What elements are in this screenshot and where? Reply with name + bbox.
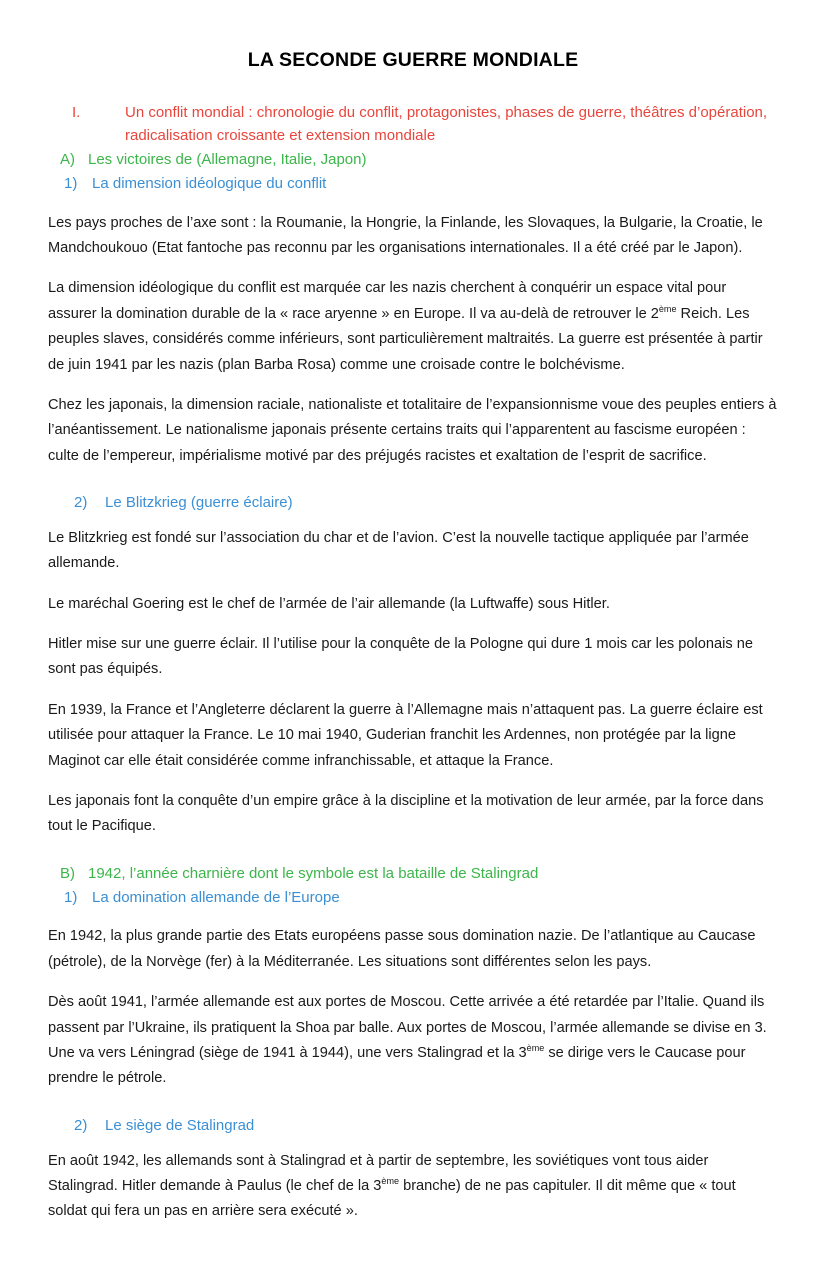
spacer bbox=[48, 855, 778, 863]
heading-section-b-1-label: La domination allemande de l’Europe bbox=[92, 888, 340, 906]
paragraph-stalingrad-siege-part2: branche) de ne pas capituler. Il dit même que « tout soldat qui fera un pas en arrière sera exécuté ». bbox=[48, 1177, 736, 1220]
paragraph-ideological-dimension bbox=[48, 276, 778, 378]
paragraph-blitzkrieg-definition: Le Blitzkrieg est fondé sur l’association du char et de l’avion. C’est la nouvelle tactique appliquée par l’armée allemande. bbox=[48, 529, 749, 572]
heading-section-a-2-marker: 2) bbox=[74, 494, 88, 512]
paragraph-year-1939: En 1939, la France et l’Angleterre déclarent la guerre à l’Allemagne mais n’attaquent pas. La guerre éclaire est utilisée pour attaquer la France. Le 10 mai 1940, Guderian franchit les Ardennes, non protégée par la ligne Maginot car elle était considérée comme infranchissable, et attaque la France. bbox=[48, 701, 763, 769]
paragraph-year-1942-domination: En 1942, la plus grande partie des Etats européens passe sous domination nazie. De l’atlantique au Caucase (pétrole), de la Norvège (fer) à la Méditerranée. Les situations sont différentes selon les pays. bbox=[48, 928, 756, 970]
heading-section-b bbox=[48, 863, 778, 886]
heading-section-i bbox=[48, 102, 778, 148]
heading-section-a-marker: A) bbox=[60, 150, 75, 168]
ordinal-superscript: ème bbox=[381, 1176, 400, 1187]
heading-section-a-label: Les victoires de (Allemagne, Italie, Japon) bbox=[88, 150, 367, 168]
paragraph-goering: Le maréchal Goering est le chef de l’armée de l’air allemande (la Luftwaffe) sous Hitler. bbox=[48, 595, 610, 612]
heading-section-b-1-marker: 1) bbox=[64, 888, 78, 906]
heading-section-b-1 bbox=[48, 887, 778, 910]
paragraph-stalingrad-siege bbox=[48, 1149, 778, 1225]
spacer bbox=[48, 197, 778, 211]
heading-section-i-marker: I. bbox=[72, 104, 81, 122]
heading-section-a-1-marker: 1) bbox=[64, 174, 78, 192]
heading-section-i-label: Un conflit mondial : chronologie du conflit, protagonistes, phases de guerre, théâtres d’opération, radicalisation croissante et extension mondiale bbox=[125, 104, 768, 145]
ordinal-superscript: ème bbox=[526, 1043, 545, 1054]
paragraph-japanese-expansionism: Chez les japonais, la dimension raciale, nationaliste et totalitaire de l’expansionnisme voue des peuples entiers à l’anéantissement. Le nationalisme japonais présente certains traits qui l’apparentent au fascisme européen : culte de l’empereur, impérialisme motivé par des préjugés racistes et exaltation de l’esprit de sacrifice. bbox=[48, 396, 777, 464]
paragraph-axis-countries: Les pays proches de l’axe sont : la Roumanie, la Hongrie, la Finlande, les Slovaques, la Bulgarie, la Croatie, le Mandchoukouo (Etat fantoche pas reconnu par les organisations internationales. Il a été créé par le Japon). bbox=[48, 214, 763, 256]
heading-section-a-2-label: Le Blitzkrieg (guerre éclaire) bbox=[105, 494, 293, 512]
heading-section-a-2 bbox=[48, 492, 778, 515]
heading-section-a bbox=[48, 149, 778, 172]
heading-section-b-2 bbox=[48, 1115, 778, 1138]
paragraph-ideological-dimension-part2: Reich. Les peuples slaves, considérés comme inférieurs, sont particulièrement maltraités. La guerre est présentée à partir de juin 1941 par les nazis (plan Barba Rosa) comme une croisade contre le bolchévisme. bbox=[48, 305, 763, 373]
paragraph-moscow-part1: Dès août 1941, l’armée allemande est aux portes de Moscou. Cette arrivée a été retardée par l’Italie. Quand ils passent par l’Ukraine, ils pratiquent la Shoa par balle. Aux portes de Moscou, l’armée allemande se divise en 3. Une va vers Léningrad (siège de 1941 à 1944), une vers Stalingrad et la 3 bbox=[48, 994, 767, 1061]
spacer bbox=[48, 1107, 778, 1115]
spacer bbox=[48, 516, 778, 526]
paragraph-stalingrad-siege-part1: En août 1942, les allemands sont à Stalingrad et à partir de septembre, les soviétiques vont tous aider Stalingrad. Hitler demande à Paulus (le chef de la 3 bbox=[48, 1152, 709, 1194]
paragraph-moscow-part2: se dirige vers le Caucase pour prendre le pétrole. bbox=[48, 1044, 746, 1087]
spacer bbox=[48, 484, 778, 492]
paragraph-hitler-poland: Hitler mise sur une guerre éclair. Il l’utilise pour la conquête de la Pologne qui dure 1 mois car les polonais ne sont pas équipés. bbox=[48, 636, 753, 678]
paragraph-japanese-empire: Les japonais font la conquête d’un empire grâce à la discipline et la motivation de leur armée, par la force dans tout le Pacifique. bbox=[48, 793, 764, 835]
heading-section-b-2-label: Le siège de Stalingrad bbox=[105, 1116, 255, 1134]
page-title: LA SECONDE GUERRE MONDIALE bbox=[247, 49, 579, 71]
paragraph-moscow bbox=[48, 990, 778, 1092]
paragraph-ideological-dimension-part1: La dimension idéologique du conflit est marquée car les nazis cherchent à conquérir un espace vital pour assurer la domination durable de la « race aryenne » en Europe. Il va au-delà de retrouver le 2 bbox=[48, 280, 727, 322]
heading-section-a-1 bbox=[48, 173, 778, 196]
heading-section-a-1-label: La dimension idéologique du conflit bbox=[92, 174, 327, 192]
spacer bbox=[48, 1139, 778, 1149]
heading-section-b-marker: B) bbox=[60, 864, 75, 882]
ordinal-superscript: ème bbox=[658, 303, 677, 314]
heading-section-b-label: 1942, l’année charnière dont le symbole est la bataille de Stalingrad bbox=[88, 864, 539, 882]
heading-section-b-2-marker: 2) bbox=[74, 1116, 88, 1134]
spacer bbox=[48, 910, 778, 924]
